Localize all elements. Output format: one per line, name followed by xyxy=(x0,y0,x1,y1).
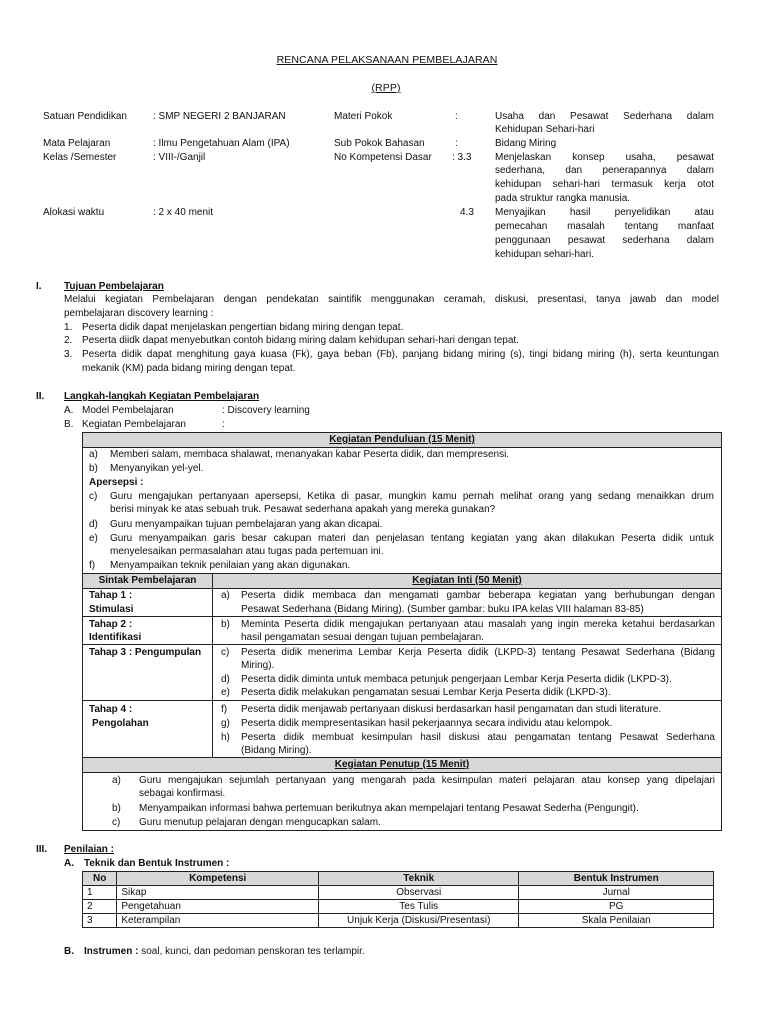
kd-43-line-1: Menyajikan hasil penyelidikan atau xyxy=(495,207,714,218)
pendahuluan-d-text: Guru menyampaikan tujuan pembelajaran yang akan dicapai. xyxy=(110,519,383,530)
inti-col1-header: Sintak Pembelajaran xyxy=(98,575,197,586)
assessment-col-no: No xyxy=(83,872,117,886)
tahap-2-b-line-2: hasil pengamatan sesuai dengan tujuan pembelajaran. xyxy=(241,632,484,643)
kd-43-line-4: kehidupan sehari-hari. xyxy=(495,249,594,260)
alokasi-label: Alokasi waktu xyxy=(43,207,105,218)
section-1-title: Tujuan Pembelajaran xyxy=(64,281,164,292)
tahap-2-b-line-1: Meminta Peserta didik mengajukan pertanyaan atau masalah yang ingin mereka ketahui berdasarkan xyxy=(241,619,715,630)
pendahuluan-header-text: Kegiatan Penduluan (15 Menit) xyxy=(329,434,475,445)
table-row xyxy=(83,900,714,914)
section-3-title: Penilaian : xyxy=(64,844,115,855)
section-1-number: I. xyxy=(36,281,42,292)
kd-label: No Kompetensi Dasar xyxy=(334,152,432,163)
satuan-value: : SMP NEGERI 2 BANJARAN xyxy=(153,111,286,122)
objective-2-number: 2. xyxy=(64,335,73,346)
pendahuluan-c-label: c) xyxy=(89,491,98,502)
pendahuluan-c-line-1: Guru mengajukan pertanyaan apersepsi, Ketika di pasar, mungkin kamu pernah melihat orang yang sedang menaikkan drum xyxy=(110,491,714,502)
assessment-cell-kompetensi: Sikap xyxy=(117,886,319,900)
tahap-3-c-line-2: Miring). xyxy=(241,660,275,671)
assessment-cell-no: 1 xyxy=(83,886,117,900)
kd-33-line-1: Menjelaskan konsep usaha, pesawat xyxy=(495,152,714,163)
pendahuluan-c-line-2: berisi minyak ke atas sebuah truk. Pesawat sederhana apakah yang mereka gunakan? xyxy=(110,504,496,515)
tahap-3-c-line-1: Peserta didik menerima Lembar Kerja Peserta didik (LKPD-3) tentang Pesawat Sederhana (Bidang xyxy=(241,647,715,658)
table-row xyxy=(83,914,714,928)
subpokok-colon: : xyxy=(455,138,458,149)
tahap-4-title: Tahap 4 : xyxy=(89,704,133,715)
tahap-4-h-line-1: Peserta didik membuat kesimpulan hasil diskusi atau pengamatan tentang Pesawat Sederhana xyxy=(241,732,715,743)
kelas-value: : VIII-/Ganjil xyxy=(153,152,206,163)
kd-43-line-2: pemecahan masalah tentang manfaat xyxy=(495,221,714,232)
tahap-4-g-label: g) xyxy=(221,718,230,729)
penutup-a-label: a) xyxy=(112,775,121,786)
inti-header-row xyxy=(83,573,721,589)
subpokok-value: Bidang Miring xyxy=(495,138,557,149)
section-3b-label: B. xyxy=(64,946,74,957)
assessment-cell-bentuk: Jurnal xyxy=(519,886,714,900)
section-3a-label: A. xyxy=(64,858,74,869)
materi-label: Materi Pokok xyxy=(334,111,393,122)
penutup-a-line-1: Guru mengajukan sejumlah pertanyaan yang mengarah pada kesimpulan materi pelajaran atau konsep yang dipelajari xyxy=(139,775,715,786)
kelas-label: Kelas /Semester xyxy=(43,152,117,163)
section-2b-text: Kegiatan Pembelajaran xyxy=(82,419,186,430)
tahap-1-a-label: a) xyxy=(221,590,230,601)
objective-1-number: 1. xyxy=(64,322,73,333)
inti-col2-header: Kegiatan Inti (50 Menit) xyxy=(412,575,522,586)
tahap-3-d-label: d) xyxy=(221,674,230,685)
pendahuluan-b-label: b) xyxy=(89,463,98,474)
tahap-1-a-line-1: Peserta didik membaca dan mengamati gambar beberapa kegiatan yang berhubungan dengan xyxy=(241,590,715,601)
kd-33-number: : 3.3 xyxy=(452,152,472,163)
objective-1-text: Peserta didik dapat menjelaskan pengertian bidang miring dengan tepat. xyxy=(82,322,404,333)
assessment-col-bentuk: Bentuk Instrumen xyxy=(519,872,714,886)
penutup-c-label: c) xyxy=(112,817,121,828)
penutup-a-line-2: sebagai konfirmasi. xyxy=(139,788,226,799)
kd-33-line-2: sederhana, dan penerapannya dalam xyxy=(495,165,714,176)
kd-33-line-4: pada struktur rangka manusia. xyxy=(495,193,631,204)
tahap-3-c-label: c) xyxy=(221,647,230,658)
pendahuluan-a-label: a) xyxy=(89,449,98,460)
assessment-cell-teknik: Unjuk Kerja (Diskusi/Presentasi) xyxy=(319,914,519,928)
pendahuluan-e-label: e) xyxy=(89,533,98,544)
satuan-label: Satuan Pendidikan xyxy=(43,111,127,122)
pendahuluan-f-label: f) xyxy=(89,560,96,571)
assessment-col-teknik: Teknik xyxy=(319,872,519,886)
assessment-cell-kompetensi: Pengetahuan xyxy=(117,900,319,914)
tahap-2-title: Tahap 2 : xyxy=(89,619,133,630)
assessment-cell-no: 2 xyxy=(83,900,117,914)
section-3a-title: Teknik dan Bentuk Instrumen : xyxy=(84,858,230,869)
section-2a-label: A. xyxy=(64,405,74,416)
pendahuluan-header xyxy=(83,433,721,448)
pendahuluan-b-text: Menyanyikan yel-yel. xyxy=(110,463,204,474)
inti-column-divider xyxy=(212,573,213,757)
pendahuluan-e-line-2: menyelesaikan permasalahan atau tugas pada pertemuan ini. xyxy=(110,546,384,557)
apersepsi-label: Apersepsi : xyxy=(89,477,144,488)
materi-value-line-1: Usaha dan Pesawat Sederhana dalam xyxy=(495,111,714,122)
assessment-cell-kompetensi: Keterampilan xyxy=(117,914,319,928)
tahap-4-name: Pengolahan xyxy=(92,718,149,729)
assessment-cell-bentuk: Skala Penilaian xyxy=(519,914,714,928)
objective-3-text-line-1: Peserta didik dapat menghitung gaya kuasa (Fk), gaya beban (Fb), panjang bidang miring (s), tingi bidang miring (h), serta keuntungan xyxy=(82,349,719,360)
tahap-4-f-text: Peserta didik menjawab pertanyaan diskusi berdasarkan hasil pengamatan dan studi literature. xyxy=(241,704,662,715)
section-1-intro-line-2: pembelajaran discovery learning : xyxy=(64,308,214,319)
objective-3-text-line-2: mekanik (KM) pada bidang miring dengan tepat. xyxy=(82,363,296,374)
kd-33-line-3: kehidupan sehari-hari termasuk kerja otot xyxy=(495,179,714,190)
mapel-value: : Ilmu Pengetahuan Alam (IPA) xyxy=(153,138,290,149)
assessment-cell-teknik: Tes Tulis xyxy=(319,900,519,914)
tahap-3-d-text: Peserta didik diminta untuk membaca petunjuk pengerjaan Lembar Kerja Peserta didik (LKPD-3). xyxy=(241,674,672,685)
tahap-1-name: Stimulasi xyxy=(89,604,134,615)
tahap-4-f-label: f) xyxy=(221,704,228,715)
tahap-4-g-text: Peserta didik mempresentasikan hasil pekerjaannya secara individu atau kelompok. xyxy=(241,718,613,729)
section-1-intro-line-1: Melalui kegiatan Pembelajaran dengan pendekatan saintifik menggunakan ceramah, diskusi, presentasi, tanya jawab dan model xyxy=(64,294,719,305)
materi-value-line-2: Kehidupan Sehari-hari xyxy=(495,124,595,135)
assessment-table xyxy=(82,871,714,928)
document-title xyxy=(0,54,768,67)
table-row xyxy=(83,886,714,900)
alokasi-value: : 2 x 40 menit xyxy=(153,207,214,218)
kd-43-number: 4.3 xyxy=(460,207,474,218)
section-3b-line xyxy=(84,945,365,958)
mapel-label: Mata Pelajaran xyxy=(43,138,111,149)
tahap-4-h-line-2: (Bidang Miring). xyxy=(241,745,312,756)
assessment-cell-teknik: Observasi xyxy=(319,886,519,900)
tahap-3-title: Tahap 3 : Pengumpulan xyxy=(89,647,202,658)
tahap-1-a-line-2: Pesawat Sederhana (Bidang Miring). (Sumber gambar: buku IPA kelas VIII halaman 83-85) xyxy=(241,604,644,615)
assessment-cell-no: 3 xyxy=(83,914,117,928)
tahap-3-e-text: Peserta didik melakukan pengamatan sesuai Lembar Kerja Peserta didik (LKPD-3). xyxy=(241,687,611,698)
assessment-col-kompetensi: Kompetensi xyxy=(117,872,319,886)
penutup-c-text: Guru menutup pelajaran dengan mengucapkan salam. xyxy=(139,817,381,828)
subpokok-label: Sub Pokok Bahasan xyxy=(334,138,425,149)
section-3b-title: Instrumen : xyxy=(84,946,139,957)
activities-table xyxy=(82,432,722,831)
tahap-2-b-label: b) xyxy=(221,619,230,630)
penutup-header-text: Kegiatan Penutup (15 Menit) xyxy=(334,759,470,770)
section-2a-value: : Discovery learning xyxy=(222,405,310,416)
assessment-table-header xyxy=(83,872,714,886)
tahap-4-h-label: h) xyxy=(221,732,230,743)
assessment-cell-bentuk: PG xyxy=(519,900,714,914)
document-subtitle xyxy=(0,82,768,95)
section-3b-value: soal, kunci, dan pedoman penskoran tes terlampir. xyxy=(141,946,365,957)
tahap-1-title: Tahap 1 : xyxy=(89,590,133,601)
penutup-header xyxy=(83,757,721,773)
pendahuluan-d-label: d) xyxy=(89,519,98,530)
penutup-b-label: b) xyxy=(112,803,121,814)
objective-2-text: Peserta diidk dapat menyebutkan contoh bidang miring dalam kehidupan sehari-hari dengan tepat. xyxy=(82,335,519,346)
pendahuluan-a-text: Memberi salam, membaca shalawat, menanyakan kabar Peserta didik, dan mempresensi. xyxy=(110,449,510,460)
pendahuluan-e-line-1: Guru menyampaikan garis besar cakupan materi dan penjelasan tentang kegiatan yang akan dilakukan Peserta didik untuk xyxy=(110,533,714,544)
pendahuluan-f-text: Menyampaikan teknik penilaian yang akan digunakan. xyxy=(110,560,351,571)
section-2-title: Langkah-langkah Kegiatan Pembelajaran xyxy=(64,391,260,402)
document-subtitle-text: (RPP) xyxy=(371,82,401,94)
section-2-number: II. xyxy=(36,391,45,402)
tahap-2-name: Identifikasi xyxy=(89,632,142,643)
section-2b-value: : xyxy=(222,419,225,430)
section-3-number: III. xyxy=(36,844,48,855)
tahap-3-e-label: e) xyxy=(221,687,230,698)
document-title-text: RENCANA PELAKSANAAN PEMBELAJARAN xyxy=(276,54,498,66)
materi-colon: : xyxy=(455,111,458,122)
section-2b-label: B. xyxy=(64,419,74,430)
penutup-b-text: Menyampaikan informasi bahwa pertemuan berikutnya akan mempelajari tentang Pesawat Sederha (Pengungit). xyxy=(139,803,639,814)
inti-row-divider-3 xyxy=(83,700,721,701)
kd-43-line-3: penggunaan pesawat sederhana dalam xyxy=(495,235,714,246)
section-2a-text: Model Pembelajaran xyxy=(82,405,174,416)
objective-3-number: 3. xyxy=(64,349,73,360)
